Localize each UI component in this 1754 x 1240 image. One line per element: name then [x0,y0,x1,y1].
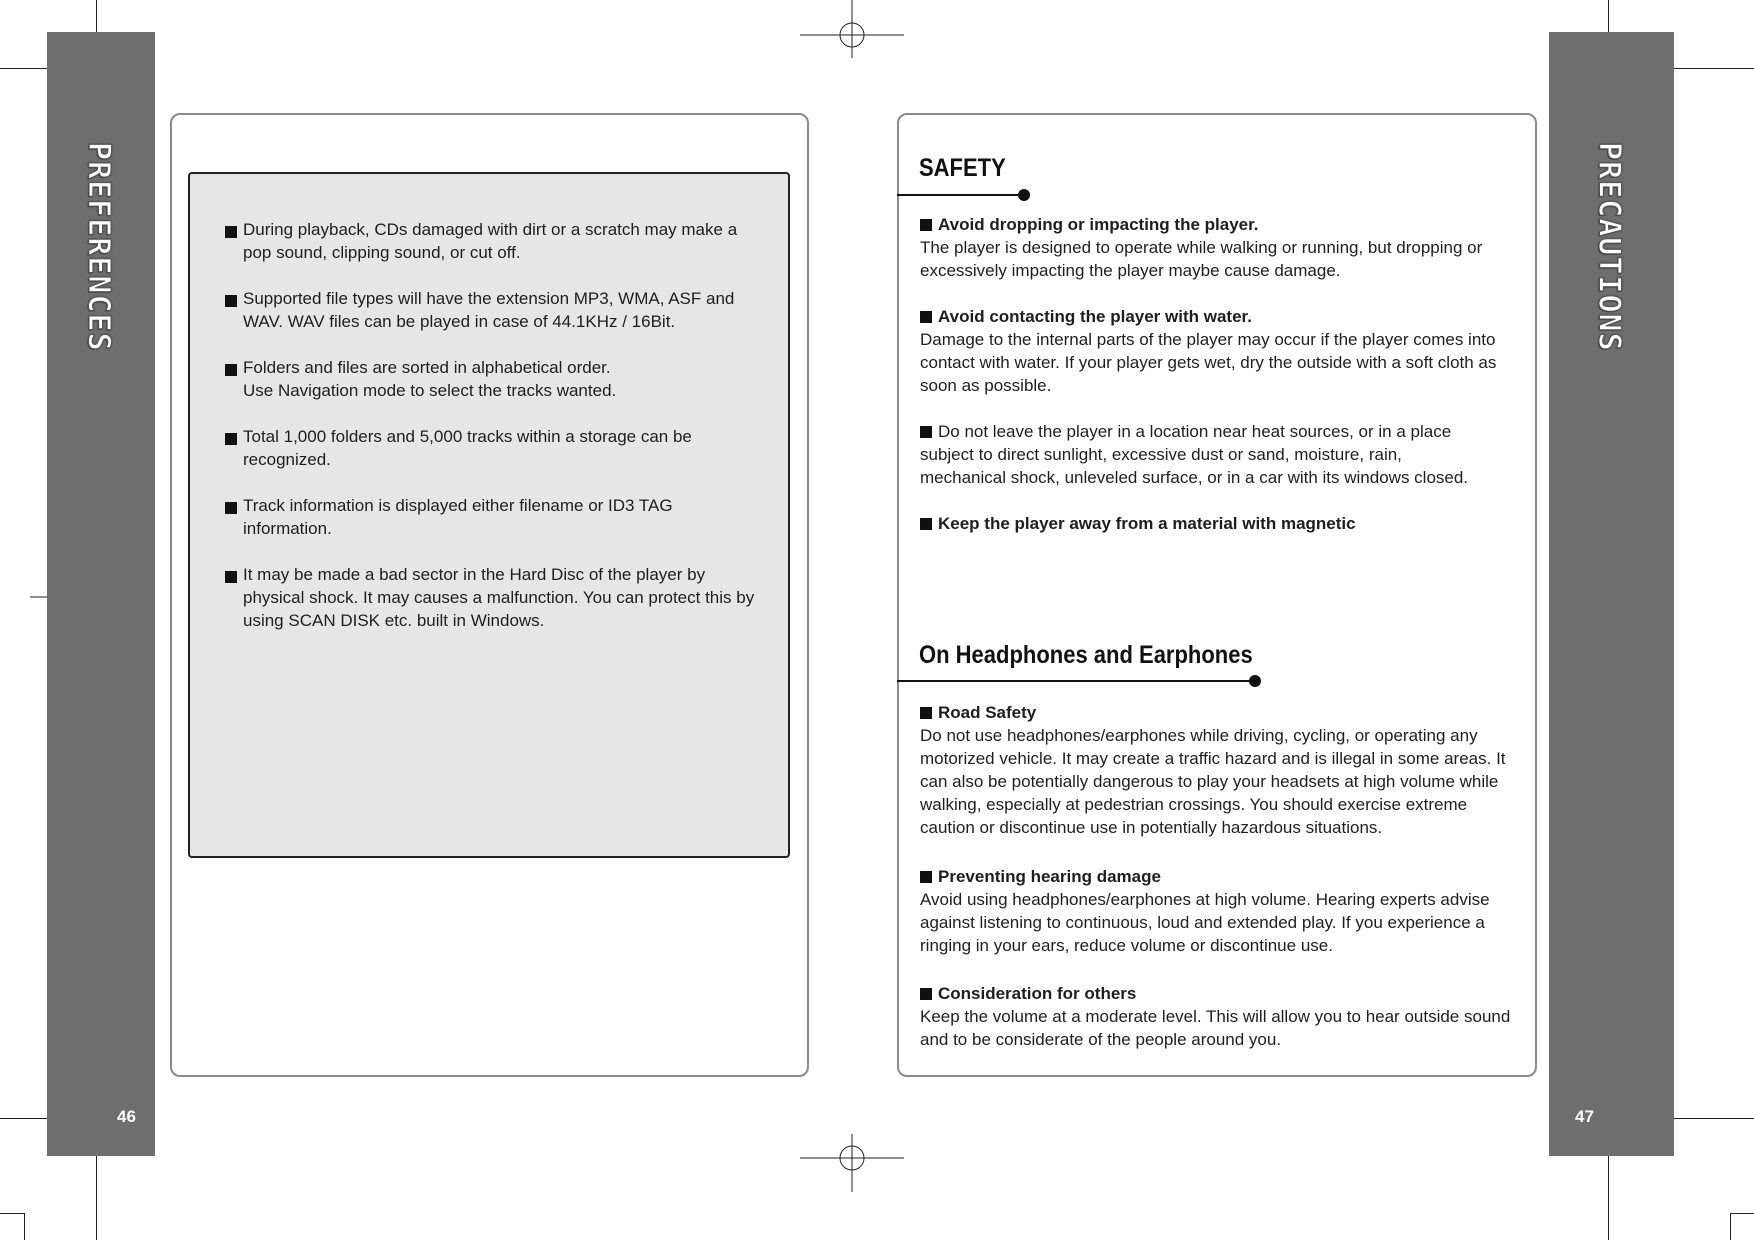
section-tab-precautions: PRECAUTIONS [1591,142,1627,352]
square-bullet-icon [920,988,932,1000]
item-body: The player is designed to operate while walking or running, but dropping or excessively impacting the player maybe cause damage. [920,238,1483,280]
safety-item-dropping [920,213,1520,282]
item-heading: Road Safety [938,703,1037,722]
left-sidebar [47,32,155,1156]
item-heading: Avoid contacting the player with water. [938,307,1252,326]
list-item [225,425,765,471]
square-bullet-icon [920,518,932,530]
safety-item-water [920,305,1520,397]
safety-heading-dot [1018,189,1030,201]
headphones-item-hearing [920,865,1520,957]
registration-mark-bottom [800,1132,904,1192]
safety-heading-rule [897,194,1021,196]
note-text: During playback, CDs damaged with dirt or a scratch may make a pop sound, clipping sound, or cut off. [243,220,738,262]
list-item [225,356,765,402]
headphones-item-road-safety [920,701,1520,839]
list-item [225,494,765,540]
list-item [225,563,765,632]
safety-item-magnetic [920,512,1520,535]
section-tab-preferences: PREFERENCES [81,142,116,352]
square-bullet-icon [225,433,237,445]
square-bullet-icon [920,426,932,438]
item-body: Do not leave the player in a location near heat sources, or in a place subject to direct sunlight, excessive dust or sand, moisture, rain, mechanical shock, unleveled surface, or in a car with its windows closed. [920,422,1469,487]
item-body: Damage to the internal parts of the player may occur if the player comes into contact with water. If your player gets wet, dry the outside with a soft cloth as soon as possible. [920,330,1497,395]
item-body: Keep the volume at a moderate level. This will allow you to hear outside sound and to be considerate of the people around you. [920,1007,1511,1049]
headphones-heading: On Headphones and Earphones [919,641,1253,669]
safety-heading: SAFETY [919,154,1006,182]
item-heading: Keep the player away from a material with magnetic [938,514,1356,533]
note-text: It may be made a bad sector in the Hard Disc of the player by physical shock. It may causes a malfunction. You can protect this by using SCAN DISK etc. built in Windows. [243,565,755,630]
preferences-notes-list [225,218,765,655]
square-bullet-icon [225,364,237,376]
square-bullet-icon [920,219,932,231]
note-text: Folders and files are sorted in alphabetical order. Use Navigation mode to select the tracks wanted. [243,358,617,400]
square-bullet-icon [920,707,932,719]
square-bullet-icon [225,571,237,583]
square-bullet-icon [225,226,237,238]
square-bullet-icon [920,871,932,883]
right-sidebar [1549,32,1674,1156]
item-heading: Consideration for others [938,984,1137,1003]
headphones-item-others [920,982,1520,1051]
headphones-heading-dot [1249,675,1261,687]
list-item [225,218,765,264]
list-item [225,287,765,333]
item-body: Do not use headphones/earphones while driving, cycling, or operating any motorized vehicle. It may create a traffic hazard and is illegal in some areas. It can also be potentially dangerous to play your headsets at high volume while walking, especially at pedestrian crossings. You should exercise extreme caution or discontinue use in potentially hazardous situations. [920,726,1506,837]
preferences-note-box [188,172,790,858]
note-text: Supported file types will have the extension MP3, WMA, ASF and WAV. WAV files can be played in case of 44.1KHz / 16Bit. [243,289,735,331]
headphones-heading-rule [897,680,1253,682]
note-text: Total 1,000 folders and 5,000 tracks within a storage can be recognized. [243,427,692,469]
item-heading: Preventing hearing damage [938,867,1161,886]
item-body: Avoid using headphones/earphones at high volume. Hearing experts advise against listening to continuous, loud and extended play. If you experience a ringing in your ears, reduce volume or discontinue use. [920,890,1490,955]
square-bullet-icon [920,311,932,323]
page-number-left: 46 [117,1107,136,1126]
square-bullet-icon [225,502,237,514]
page-number-right: 47 [1575,1107,1594,1126]
item-heading: Avoid dropping or impacting the player. [938,215,1259,234]
safety-item-heat [920,420,1520,489]
note-text: Track information is displayed either filename or ID3 TAG information. [243,496,673,538]
registration-mark-top [800,0,904,60]
square-bullet-icon [225,295,237,307]
